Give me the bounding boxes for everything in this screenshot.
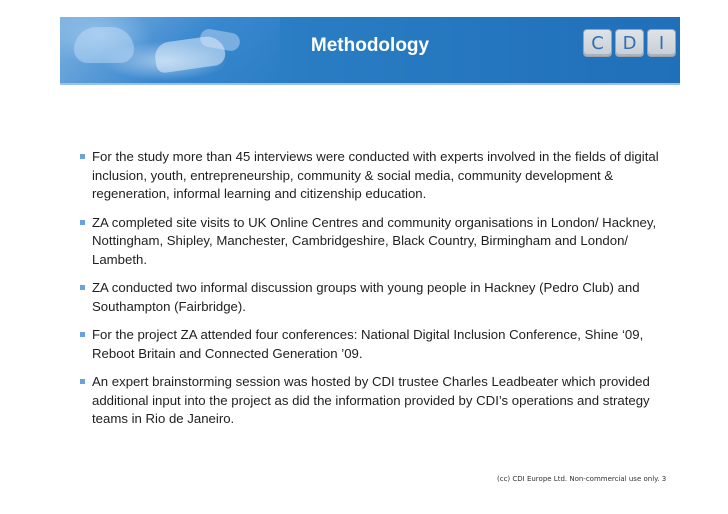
- list-item: [80, 326, 660, 363]
- square-bullet-icon: [80, 220, 85, 225]
- logo-key-d: D: [615, 29, 644, 57]
- square-bullet-icon: [80, 379, 85, 384]
- list-item: [80, 373, 660, 429]
- bullet-text: For the project ZA attended four conferences: National Digital Inclusion Conference, Shine ‘09, Reboot Britain and Connected Generation ’09.: [92, 327, 644, 361]
- title-banner: [60, 17, 680, 85]
- logo-key-i: I: [647, 29, 676, 57]
- cdi-logo: [583, 29, 676, 57]
- slide-title: Methodology: [310, 35, 430, 56]
- square-bullet-icon: [80, 154, 85, 159]
- bullet-text: An expert brainstorming session was hosted by CDI trustee Charles Leadbeater which provided additional input into the project as did the information provided by CDI’s operations and strategy teams in Rio de Janeiro.: [92, 374, 650, 426]
- logo-key-c: C: [583, 29, 612, 57]
- bullet-text: For the study more than 45 interviews were conducted with experts involved in the fields of digital inclusion, youth, entrepreneurship, community & social media, community development & regeneration, informal learning and citizenship education.: [92, 149, 659, 201]
- square-bullet-icon: [80, 332, 85, 337]
- list-item: [80, 148, 660, 204]
- list-item: [80, 279, 660, 316]
- footer-copyright: (cc) CDI Europe Ltd. Non-commercial use only. 3: [497, 475, 667, 483]
- bullet-text: ZA completed site visits to UK Online Centres and community organisations in London/ Hackney, Nottingham, Shipley, Manchester, Cambridgeshire, Black Country, Birmingham and London/ Lambeth.: [92, 214, 657, 267]
- bullet-text: ZA conducted two informal discussion groups with young people in Hackney (Pedro Club) and Southampton (Fairbridge).: [92, 280, 640, 314]
- bullet-list: [80, 148, 660, 439]
- square-bullet-icon: [80, 285, 85, 290]
- list-item: [80, 214, 660, 270]
